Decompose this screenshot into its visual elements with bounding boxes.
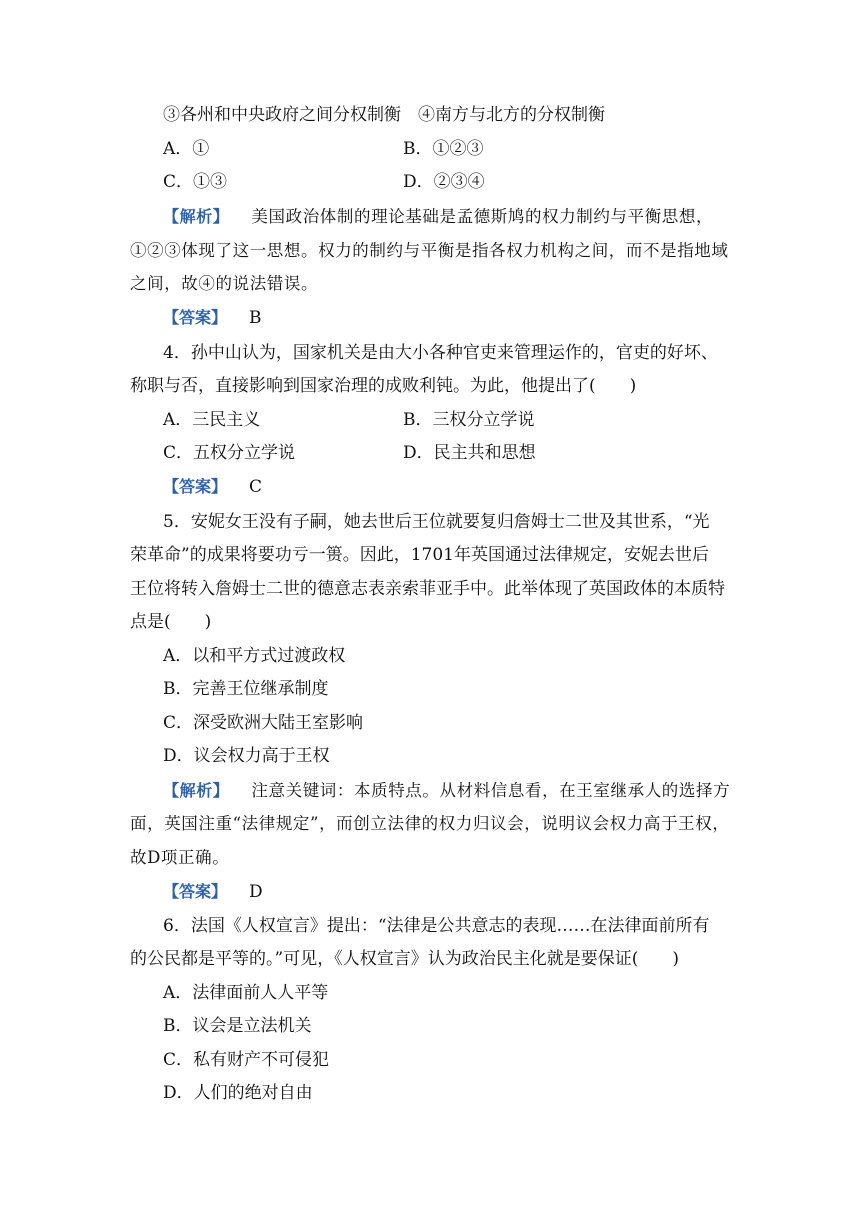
q5-option-b: B．完善王位继承制度 xyxy=(163,679,329,699)
q4-stem-line-2: 称职与否，直接影响到国家治理的成败利钝。为此，他提出了( ) xyxy=(130,376,637,396)
q5-stem-line-2: 荣革命”的成果将要功亏一篑。因此，1701年英国通过法律规定，安妮去世后 xyxy=(130,545,709,565)
q3-options-row-2 xyxy=(163,170,485,194)
q6-stem-line-1: 6．法国《人权宣言》提出：“法律是公共意志的表现……在法律面前所有 xyxy=(163,916,710,936)
q4-options-row-2 xyxy=(163,441,536,465)
q3-option-b: B．①②③ xyxy=(403,139,484,159)
answer-tag: 【答案】 xyxy=(163,308,228,327)
q4-options-row-1 xyxy=(163,408,535,432)
analysis-text: 注意关键词：本质特点。从材料信息看，在王室继承人的选择方 xyxy=(251,781,731,800)
q5-analysis-line-1 xyxy=(163,779,730,803)
q3-answer xyxy=(163,306,262,330)
q6-option-c: C．私有财产不可侵犯 xyxy=(163,1050,330,1070)
q6-option-b: B．议会是立法机关 xyxy=(163,1016,312,1036)
q3-option-d: D．②③④ xyxy=(403,172,485,192)
q6-stem-line-2: 的公民都是平等的。”可见，《人权宣言》认为政治民主化就是要保证( ) xyxy=(130,949,679,969)
q3-options-row-1 xyxy=(163,137,484,161)
q4-answer xyxy=(163,475,262,499)
q4-stem-line-1: 4．孙中山认为，国家机关是由大小各种官吏来管理运作的，官吏的好坏、 xyxy=(163,343,718,363)
q3-continuation: ③各州和中央政府之间分权制衡 ④南方与北方的分权制衡 xyxy=(163,105,605,125)
analysis-text: 美国政治体制的理论基础是孟德斯鸠的权力制约与平衡思想， xyxy=(251,207,714,226)
q3-option-c: C．①③ xyxy=(163,172,228,192)
q5-option-a: A．以和平方式过渡政权 xyxy=(163,646,346,666)
q4-option-c: C．五权分立学说 xyxy=(163,443,296,463)
analysis-tag: 【解析】 xyxy=(163,207,230,226)
answer-tag: 【答案】 xyxy=(163,477,228,496)
answer-tag: 【答案】 xyxy=(163,882,228,901)
q5-option-d: D．议会权力高于王权 xyxy=(163,746,330,766)
q5-analysis-line-2: 面，英国注重“法律规定”，而创立法律的权力归议会，说明议会权力高于王权， xyxy=(130,814,730,833)
q5-stem-line-3: 王位将转入詹姆士二世的德意志表亲索菲亚手中。此举体现了英国政体的本质特 xyxy=(130,579,725,599)
q6-option-a: A．法律面前人人平等 xyxy=(163,983,329,1003)
q5-analysis-line-3: 故D项正确。 xyxy=(130,848,230,867)
q5-option-c: C．深受欧洲大陆王室影响 xyxy=(163,713,364,733)
answer-value: B xyxy=(249,308,262,328)
q3-option-a: A．① xyxy=(163,139,210,159)
q6-option-d: D．人们的绝对自由 xyxy=(163,1083,313,1103)
q3-analysis-line-2: ①②③体现了这一思想。权力的制约与平衡是指各权力机构之间，而不是指地域 xyxy=(130,241,729,260)
q5-stem-line-4: 点是( ) xyxy=(130,612,212,632)
answer-value: D xyxy=(249,882,263,902)
q4-option-b: B．三权分立学说 xyxy=(403,410,535,430)
q3-analysis-line-1 xyxy=(163,205,713,229)
q4-option-d: D．民主共和思想 xyxy=(403,443,536,463)
q5-answer xyxy=(163,880,263,904)
q5-stem-line-1: 5．安妮女王没有子嗣，她去世后王位就要复归詹姆士二世及其世系，“光 xyxy=(163,512,710,532)
analysis-tag: 【解析】 xyxy=(163,781,230,800)
q4-option-a: A．三民主义 xyxy=(163,410,261,430)
answer-value: C xyxy=(249,477,263,497)
q3-analysis-line-3: 之间，故④的说法错误。 xyxy=(130,274,319,293)
